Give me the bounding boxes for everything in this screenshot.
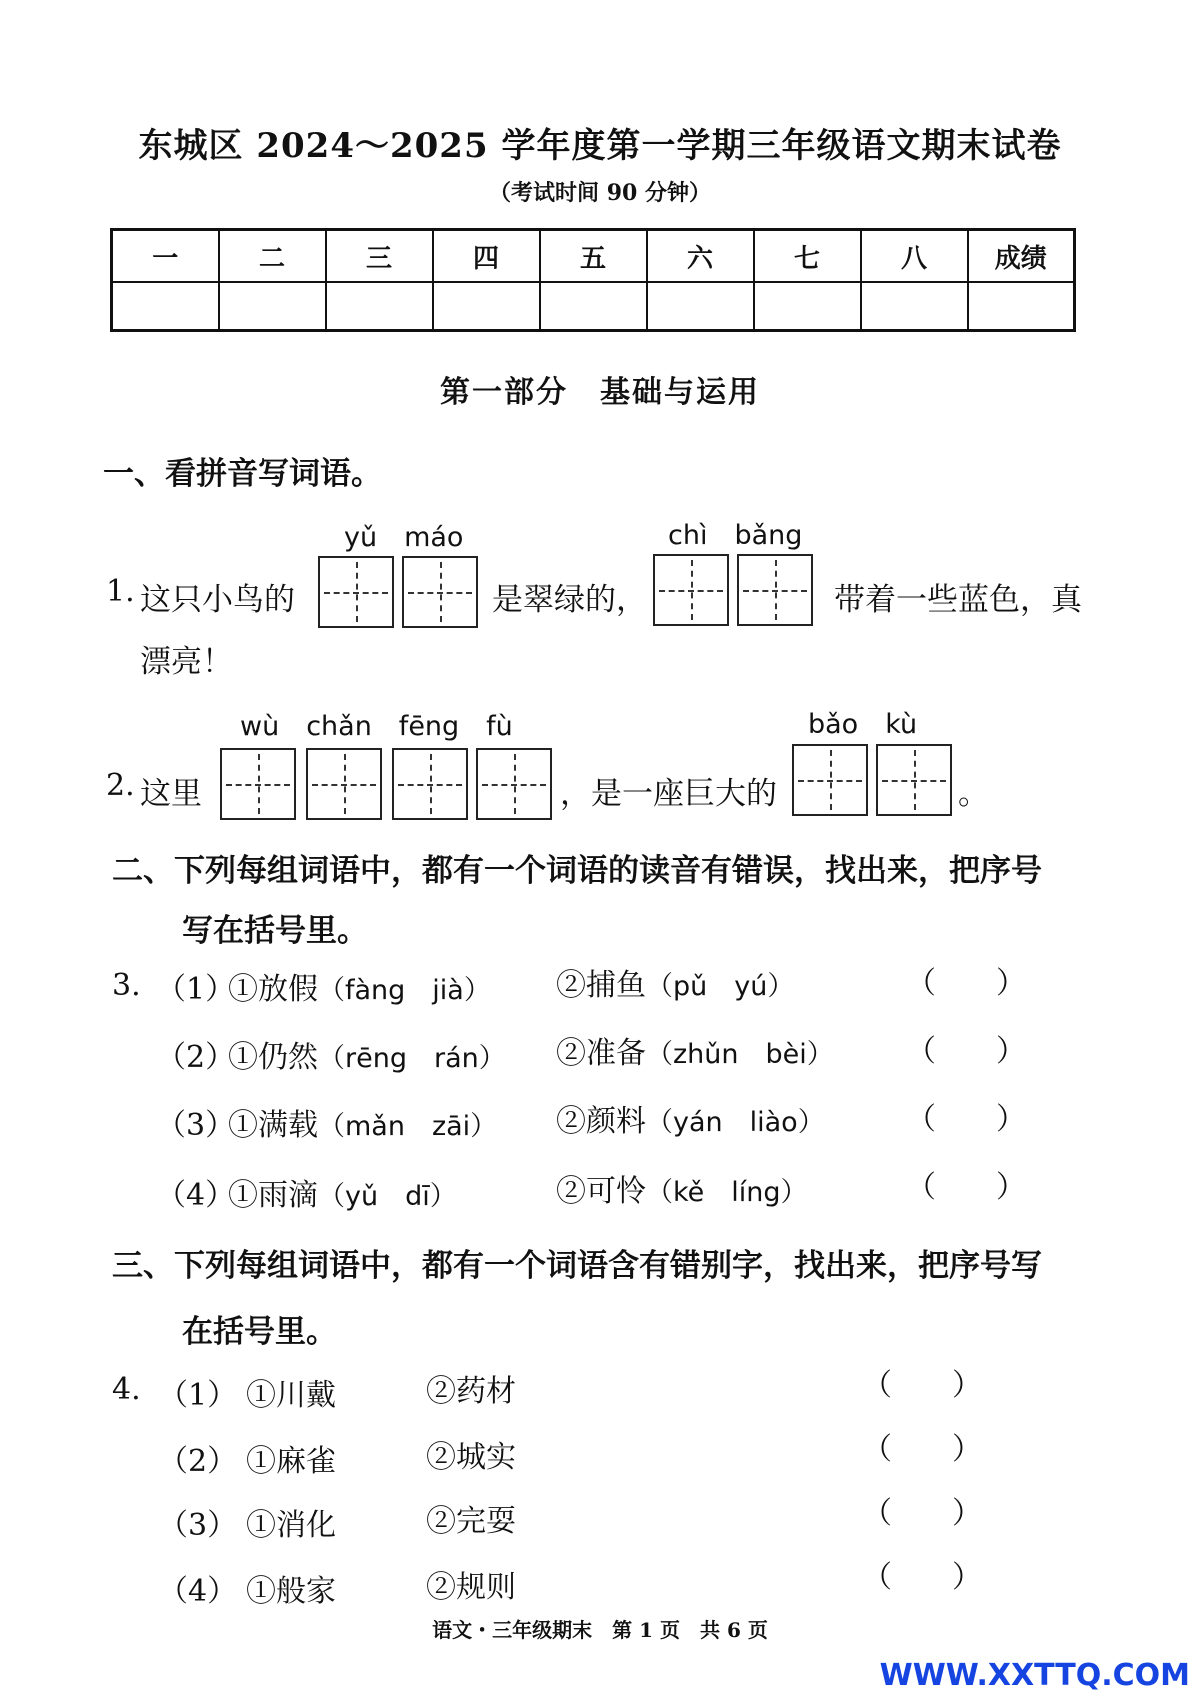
- writing-grid-box[interactable]: [318, 556, 394, 628]
- q2-text-after: 。: [958, 776, 989, 812]
- section2-heading-cont: 写在括号里。: [182, 913, 368, 949]
- answer-parentheses[interactable]: （ ）: [862, 1496, 982, 1531]
- option-word: ②可怜: [556, 1174, 646, 1209]
- option-pinyin: （zhǔn bèi）: [646, 1039, 834, 1070]
- q3-item-number: （3）: [156, 1108, 236, 1143]
- q3-option-a: [228, 1100, 497, 1144]
- q4-item-number: （4）: [158, 1574, 238, 1609]
- q1-pinyin-2: chì bǎng: [668, 520, 803, 551]
- score-cell[interactable]: [968, 282, 1075, 331]
- q4-option-b: ②完耍: [426, 1504, 516, 1539]
- q3-item-number: （2）: [156, 1040, 236, 1075]
- answer-parentheses[interactable]: （ ）: [906, 1034, 1026, 1069]
- site-watermark: WWW.XXTTQ.COM: [879, 1658, 1190, 1693]
- q4-option-b: ②城实: [426, 1440, 516, 1475]
- option-word: ①放假: [228, 972, 318, 1007]
- q4-item-number: （2）: [158, 1444, 238, 1479]
- writing-grid-box[interactable]: [476, 748, 552, 820]
- q4-item-number: （3）: [158, 1508, 238, 1543]
- score-table-header-row: [112, 230, 1075, 283]
- writing-grid-box[interactable]: [653, 554, 729, 626]
- q2-number: 2.: [106, 768, 135, 803]
- option-pinyin: （kě líng）: [646, 1177, 808, 1208]
- writing-grid-box[interactable]: [792, 744, 868, 816]
- score-header-cell: 四: [433, 230, 540, 283]
- writing-grid-box[interactable]: [392, 748, 468, 820]
- score-cell[interactable]: [112, 282, 219, 331]
- option-pinyin: （yǔ dī）: [318, 1181, 457, 1212]
- writing-grid-box[interactable]: [220, 748, 296, 820]
- q1-pinyin-1: yǔ máo: [344, 522, 464, 553]
- option-word: ②颜料: [556, 1104, 646, 1139]
- q1-text-middle: 是翠绿的，: [492, 582, 647, 618]
- q1-text-continued: 漂亮！: [140, 644, 233, 680]
- page-footer: 语文・三年级期末 第 1 页 共 6 页: [432, 1618, 768, 1642]
- writing-grid-box[interactable]: [306, 748, 382, 820]
- exam-title: 东城区 2024～2025 学年度第一学期三年级语文期末试卷: [138, 126, 1062, 166]
- q3-option-b: [556, 1166, 808, 1210]
- option-word: ①雨滴: [228, 1178, 318, 1213]
- q3-option-a: [228, 964, 491, 1008]
- score-header-cell: 成绩: [968, 230, 1075, 283]
- q2-text-middle: ，是一座巨大的: [560, 776, 777, 812]
- score-header-cell: 六: [647, 230, 754, 283]
- score-cell[interactable]: [754, 282, 861, 331]
- part-title: 第一部分 基础与运用: [440, 375, 760, 410]
- score-header-cell: 七: [754, 230, 861, 283]
- q1-number: 1.: [106, 574, 135, 609]
- score-cell[interactable]: [433, 282, 540, 331]
- option-pinyin: （rēng rán）: [318, 1043, 506, 1074]
- score-header-cell: 八: [861, 230, 968, 283]
- section3-heading: 三、下列每组词语中，都有一个词语含有错别字，找出来，把序号写: [112, 1248, 1042, 1284]
- score-cell[interactable]: [219, 282, 326, 331]
- q3-option-a: [228, 1170, 457, 1214]
- q3-item-number: （1）: [156, 972, 236, 1007]
- q2-pinyin-1: wù chǎn fēng fù: [240, 711, 513, 742]
- answer-parentheses[interactable]: （ ）: [862, 1368, 982, 1403]
- answer-parentheses[interactable]: （ ）: [906, 1170, 1026, 1205]
- score-cell[interactable]: [861, 282, 968, 331]
- q4-option-a: ①般家: [246, 1574, 336, 1609]
- option-word: ①满载: [228, 1108, 318, 1143]
- q1-text-after: 带着一些蓝色，真: [834, 582, 1082, 618]
- exam-duration: （考试时间 90 分钟）: [489, 180, 711, 206]
- q3-option-a: [228, 1032, 506, 1076]
- option-pinyin: （fàng jià）: [318, 975, 491, 1006]
- q2-pinyin-2: bǎo kù: [808, 709, 918, 740]
- option-word: ②准备: [556, 1036, 646, 1071]
- answer-parentheses[interactable]: （ ）: [906, 966, 1026, 1001]
- option-word: ②捕鱼: [556, 968, 646, 1003]
- option-pinyin: （yán liào）: [646, 1107, 825, 1138]
- section3-heading-cont: 在括号里。: [182, 1314, 337, 1350]
- answer-parentheses[interactable]: （ ）: [862, 1432, 982, 1467]
- q4-option-a: ①消化: [246, 1508, 336, 1543]
- score-cell[interactable]: [540, 282, 647, 331]
- q4-item-number: （1）: [158, 1378, 238, 1413]
- writing-grid-box[interactable]: [737, 554, 813, 626]
- q3-item-number: （4）: [156, 1178, 236, 1213]
- score-header-cell: 五: [540, 230, 647, 283]
- q4-option-a: ①川戴: [246, 1378, 336, 1413]
- option-pinyin: （mǎn zāi）: [318, 1111, 498, 1142]
- option-word: ①仍然: [228, 1040, 318, 1075]
- writing-grid-box[interactable]: [876, 744, 952, 816]
- section1-heading: 一、看拼音写词语。: [103, 456, 382, 492]
- score-table: [110, 228, 1076, 332]
- score-cell[interactable]: [647, 282, 754, 331]
- q4-option-b: ②药材: [426, 1374, 516, 1409]
- q2-text-before: 这里: [140, 776, 202, 812]
- q3-option-b: [556, 960, 794, 1004]
- q4-number: 4.: [112, 1372, 141, 1407]
- q3-option-b: [556, 1096, 825, 1140]
- score-table-blank-row: [112, 282, 1075, 331]
- score-header-cell: 三: [326, 230, 433, 283]
- answer-parentheses[interactable]: （ ）: [862, 1560, 982, 1595]
- q4-option-a: ①麻雀: [246, 1444, 336, 1479]
- score-cell[interactable]: [326, 282, 433, 331]
- option-pinyin: （pǔ yú）: [646, 971, 795, 1002]
- section2-heading: 二、下列每组词语中，都有一个词语的读音有错误，找出来，把序号: [112, 853, 1042, 889]
- score-header-cell: 二: [219, 230, 326, 283]
- writing-grid-box[interactable]: [402, 556, 478, 628]
- q1-text-before: 这只小鸟的: [140, 582, 295, 618]
- answer-parentheses[interactable]: （ ）: [906, 1102, 1026, 1137]
- q3-option-b: [556, 1028, 834, 1072]
- score-header-cell: 一: [112, 230, 219, 283]
- q3-number: 3.: [112, 968, 141, 1003]
- q4-option-b: ②规则: [426, 1570, 516, 1605]
